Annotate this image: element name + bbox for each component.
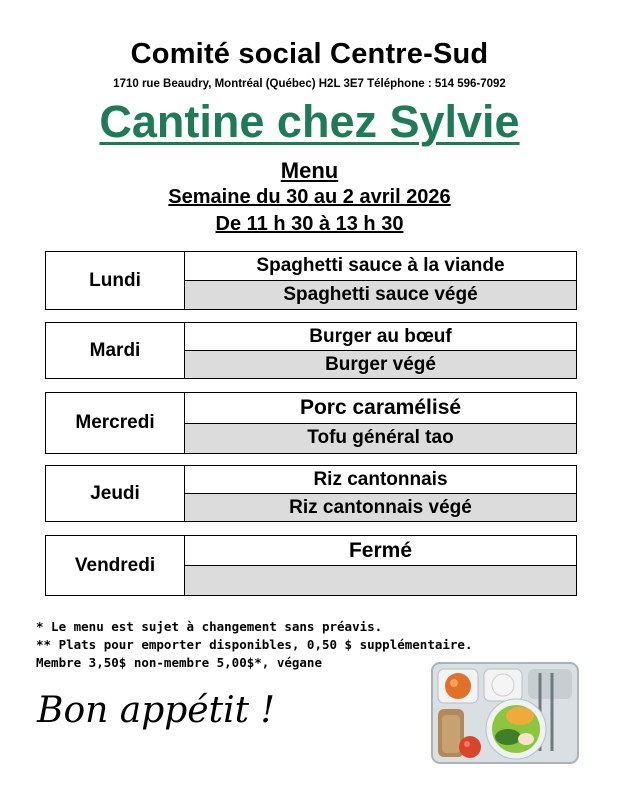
note-line: ** Plats pour emporter disponibles, 0,50 $ supplémentaire. <box>36 637 473 652</box>
day-name: Lundi <box>46 252 185 309</box>
day-block-vendredi <box>45 535 577 596</box>
note-line: * Le menu est sujet à changement sans préavis. <box>36 619 383 634</box>
service-hours: De 11 h 30 à 13 h 30 <box>215 213 404 235</box>
dish-list <box>185 466 576 521</box>
dish-main: Porc caramélisé <box>185 393 576 424</box>
dish-vegetarian: Burger végé <box>185 351 576 378</box>
note-line: Membre 3,50$ non-membre 5,00$*, végane <box>36 655 322 670</box>
week-range: Semaine du 30 au 2 avril 2026 <box>168 186 451 208</box>
menu-title: Menu <box>280 158 339 183</box>
cantine-title-text: Cantine chez Sylvie <box>99 96 520 147</box>
dish-main: Fermé <box>185 536 576 566</box>
day-block-mercredi <box>45 392 577 454</box>
dish-main: Riz cantonnais <box>185 466 576 494</box>
dish-vegetarian: Riz cantonnais végé <box>185 494 576 521</box>
day-name: Mercredi <box>46 393 185 453</box>
dish-list <box>185 252 576 309</box>
day-name: Jeudi <box>46 466 185 521</box>
dish-main: Spaghetti sauce à la viande <box>185 252 576 281</box>
day-name: Mardi <box>46 323 185 378</box>
day-name: Vendredi <box>46 536 185 595</box>
dish-list <box>185 536 576 595</box>
day-block-mardi <box>45 322 577 379</box>
dish-vegetarian: Spaghetti sauce végé <box>185 281 576 309</box>
cantine-title <box>0 96 619 148</box>
menu-notes <box>36 618 473 672</box>
dish-list <box>185 323 576 378</box>
organization-name: Comité social Centre-Sud <box>130 38 489 70</box>
day-block-jeudi <box>45 465 577 522</box>
dish-vegetarian: Tofu général tao <box>185 424 576 454</box>
day-block-lundi <box>45 251 577 310</box>
closing-message: Bon appétit ! <box>37 690 275 731</box>
organization-address: 1710 rue Beaudry, Montréal (Québec) H2L 3E7 Téléphone : 514 596-7092 <box>113 78 506 90</box>
dish-vegetarian <box>185 566 576 595</box>
dish-main: Burger au bœuf <box>185 323 576 351</box>
food-tray-illustration <box>430 661 580 765</box>
dish-list <box>185 393 576 453</box>
